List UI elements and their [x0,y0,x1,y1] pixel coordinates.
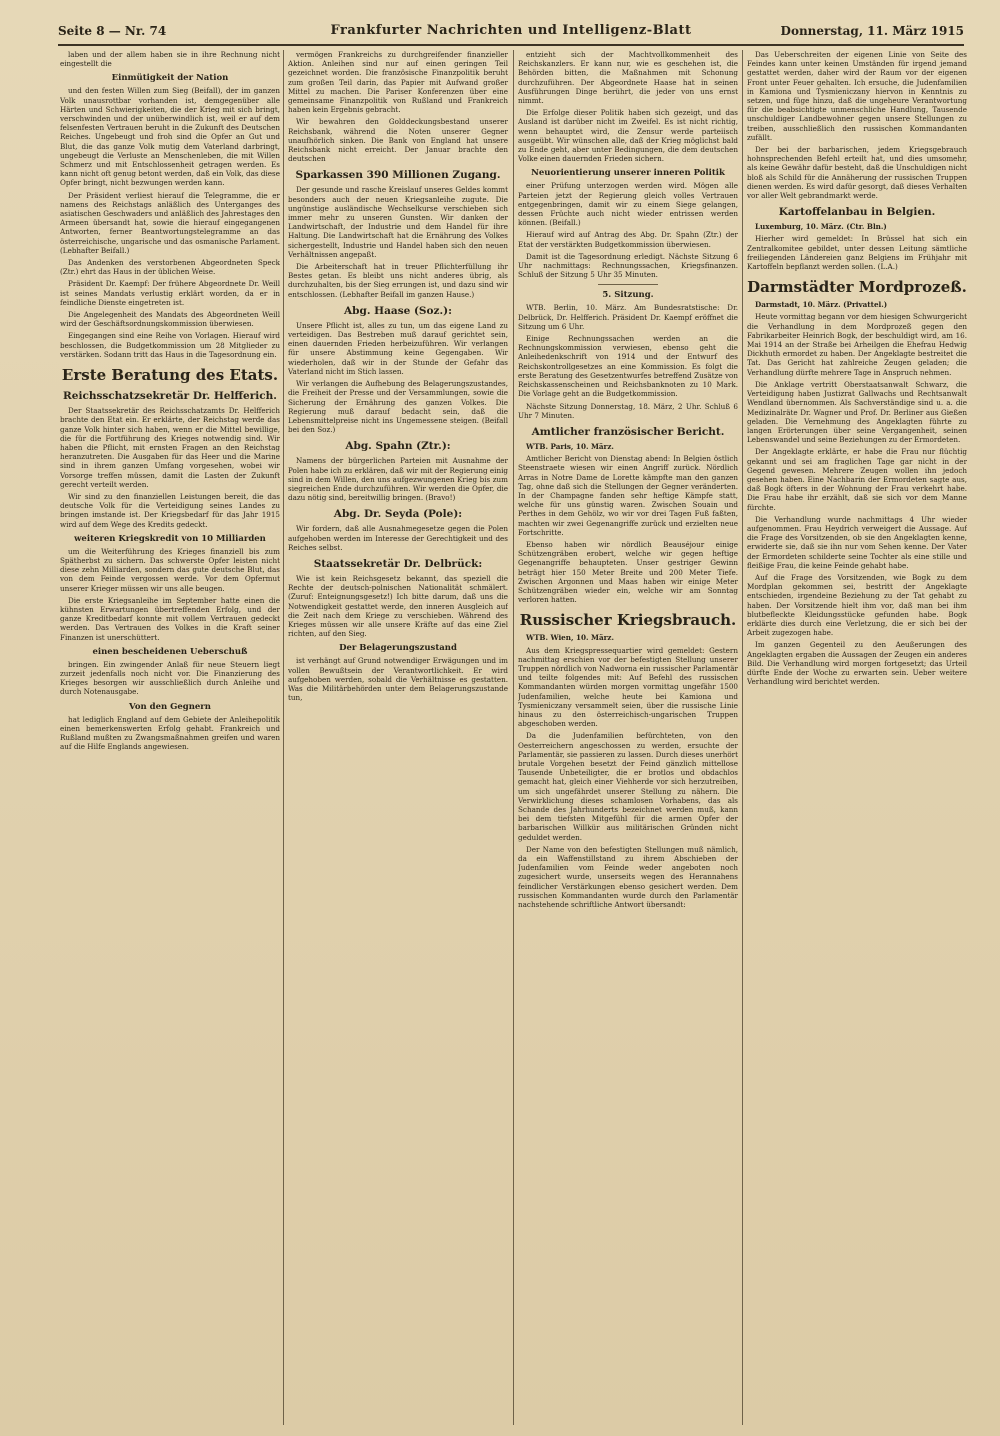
paragraph: bringen. Ein zwingender Anlaß für neue Steuern liegt zurzeit jedenfalls noch nicht vor. Die Finanzierung des Krieges besorgen wir ausschließlich durch Anleihe und durch Notenausgabe. [60,659,280,697]
paragraph: ist verhängt auf Grund notwendiger Erwägungen und im vollen Bewußtsein der Verantwortlichkeit. Er wird aufgehoben werden, sobald die Verhältnisse es gestatten. Was die Militärbehörden unter dem Belagerungszustande tun, [288,656,508,703]
column-4 [747,50,967,1425]
dateline: WTB. Wien, 10. März. [526,633,614,643]
paragraph: Die Anklage vertritt Oberstaatsanwalt Schwarz, die Verteidigung haben Justizrat Gallwachs und Rechtsanwalt Wendland übernommen. Als Sachverständige sind u. a. die Medizinalräte Dr. Wagner und Prof. Dr. Berliner aus Gießen geladen. Die Vernehmung des Angeklagten führte zu langen Erörterungen über seine Vergangenheit, seinen Lebenswandel und seine Beziehungen zu der Ermordeten. [747,379,967,445]
subheading: einen bescheidenen Ueberschuß [92,646,248,657]
paragraph: Auf die Frage des Vorsitzenden, wie Bogk zu dem Mordplan gekommen sei, bestritt der Angeklagte entschieden, irgendeine Beziehung zu der Tat gehabt zu haben. Der Vorsitzende hielt ihm vor, daß man bei ihm blutbefleckte Kleidungsstücke gefunden habe. Bogk erklärte dies durch eine Verletzung, die er sich bei der Arbeit zugezogen habe. [747,572,967,638]
headline-murder-trial: Darmstädter Mordprozeß. [747,278,967,297]
paragraph: um die Weiterführung des Krieges finanziell bis zum Spätherbst zu sichern. Das schwerste Opfer leisten nicht diese zehn Milliarden, sondern das gute deutsche Blut, das von dem Feinde vergossen werde. Vor dem Opfermut unserer Krieger müssen wir uns alle beugen. [60,546,280,593]
paragraph: Heute vormittag begann vor dem hiesigen Schwurgericht die Verhandlung in dem Mordprozeß gegen den Fabrikarbeiter Heinrich Bogk, der beschuldigt wird, am 16. Mai 1914 an der Straße bei Arheilgen die Ehefrau Hedwig Dickhuth ermordet zu haben. Der Angeklagte bestreitet die Tat. Das Gericht hat zahlreiche Zeugen geladen; die Verhandlung dürfte mehrere Tage in Anspruch nehmen. [747,312,967,377]
paragraph: Der Angeklagte erklärte, er habe die Frau nur flüchtig gekannt und sei am fraglichen Tage gar nicht in der Gegend gewesen. Mehrere Zeugen wollen ihn jedoch gesehen haben. Eine Nachbarin der Ermordeten sagte aus, daß Bogk öfters in der Wohnung der Frau verkehrt habe. Die Frau habe ihr erzählt, daß sie sich vor dem Manne fürchte. [747,447,967,512]
subheading: Neuorientierung unserer inneren Politik [531,168,725,179]
paragraph: Eingegangen sind eine Reihe von Vorlagen. Hierauf wird beschlossen, die Budgetkommission um 28 Mitglieder zu verstärken. Sodann tritt das Haus in die Tagesordnung ein. [60,331,280,359]
column-1 [60,50,280,1425]
paragraph: Die Erfolge dieser Politik haben sich gezeigt, und das Ausland ist darüber nicht im Zweifel. Es ist nicht richtig, wenn behauptet wird, die Zensur werde parteiisch ausgeübt. Wir wünschen alle, daß der Krieg möglichst bald zu Ende geht, aber unter Bedingungen, die dem deutschen Volke einen dauernden Frieden sichern. [518,108,738,164]
paragraph: Im ganzen Gegenteil zu den Aeußerungen des Angeklagten ergaben die Aussagen der Zeugen ein anderes Bild. Die Verhandlung wird morgen fortgesetzt; das Urteil dürfte Ende der Woche zu erwarten sein. Ueber weitere Verhandlung wird berichtet werden. [747,640,967,687]
headline-sparkassen: Sparkassen 390 Millionen Zugang. [295,169,501,182]
paragraph: Das Andenken des verstorbenen Abgeordneten Speck (Ztr.) ehrt das Haus in der üblichen Weise. [60,258,280,277]
paragraph: entzieht sich der Machtvollkommenheit des Reichskanzlers. Er kann nur, wie es geschehen ist, die Behörden bitten, die Maßnahmen mit Schonung durchzuführen. Der Abgeordnete Haase hat in seinen Ausführungen Dinge berührt, die jeder von uns ernst nimmt. [518,50,738,106]
subheading: Der Belagerungszustand [339,643,457,654]
subheading: 5. Sitzung. [602,290,654,301]
paragraph: Nächste Sitzung Donnerstag, 18. März, 2 Uhr. Schluß 6 Uhr 7 Minuten. [518,401,738,420]
paragraph: Hierher wird gemeldet: In Brüssel hat sich ein Zentralkomitee gebildet, unter dessen Leitung sämtliche freiliegenden Ländereien ganz Belgiens im Frühjahr mit Kartoffeln bepflanzt werden sollen. (L.A.) [747,234,967,272]
paragraph: Die Angelegenheit des Mandats des Abgeordneten Weill wird der Geschäftsordnungskommission überwiesen. [60,310,280,329]
dateline: Luxemburg, 10. März. (Ctr. Bln.) [755,222,887,232]
paragraph: Der bei der barbarischen, jedem Kriegsgebrauch hohnsprechenden Befehl erteilt hat, und dies umsomehr, als keine Gewähr dafür besteht, daß die Unschuldigen nicht bloß als Schild für die Annäherung der russischen Truppen dienen werden. Es wird dafür gesorgt, daß dieses Verhalten vor aller Welt gebrandmarkt werde. [747,145,967,201]
headline-haase: Abg. Haase (Soz.): [344,304,452,317]
paragraph: Der gesunde und rasche Kreislauf unseres Geldes kommt besonders auch der neuen Kriegsanleihe zugute. Die ungünstige ausländische Wechselkurse verschieben sich immer mehr zu unseren Gunsten. Wir danken der Landwirtschaft, der Industrie und dem Handel für ihre Haltung. Die Landwirtschaft hat die Ernährung des Volkes sichergestellt, Industrie und Handel haben sich den neuen Verhältnissen angepaßt. [288,185,508,259]
paragraph: Aus dem Kriegspressequartier wird gemeldet: Gestern nachmittag erschien vor der befestigten Stellung unserer Truppen nördlich von Nadworna ein russischer Parlamentär und teilte folgendes mit: Auf Befehl des russischen Kommandanten würden morgen vormittag ungefähr 1500 Judenfamilien, welche heute bei Kamiona und Tysmieniczany versammelt seien, über die russische Linie hinaus zu den österreichisch-ungarischen Truppen abgeschoben werden. [518,645,738,729]
headline-seyda: Abg. Dr. Seyda (Pole): [333,508,463,521]
headline-etat: Erste Beratung des Etats. [61,366,279,385]
paragraph: Der Name von den befestigten Stellungen muß nämlich, da ein Waffenstillstand zu ihrem Abschieben der Judenfamilien vom Feinde weder angeboten noch zugesichert wurde, unserseits wegen des Herannahens feindlicher Verstärkungen ebenso gesichert werden. Dem russischen Kommandanten wurde durch den Parlamentär nachstehende schriftliche Antwort übersandt: [518,844,738,910]
headline-delbrueck: Staatssekretär Dr. Delbrück: [313,557,483,570]
paragraph: Unsere Pflicht ist, alles zu tun, um das eigene Land zu verteidigen. Das Bestreben muß darauf gerichtet sein, einen dauernden Frieden herbeizuführen. Wir verlangen für unsere Abstimmung keine Gegengaben. Wir wiederholen, daß wir in der Stunde der Gefahr das Vaterland nicht im Stich lassen. [288,320,508,376]
paragraph: Präsident Dr. Kaempf: Der frühere Abgeordnete Dr. Weill ist seines Mandats verlustig erklärt worden, da er in feindliche Dienste eingetreten ist. [60,279,280,307]
paragraph: Der Staatssekretär des Reichsschatzamts Dr. Helfferich brachte den Etat ein. Er erklärte, der Reichstag werde das ganze Volk hinter sich haben, wenn er die Mittel bewillige, die für die Fortführung des Krieges notwendig sind. Wir haben die Pflicht, mit ernsten Fragen an den Reichstag heranzutreten. Die Ausgaben für das Heer und die Marine sind in ihrem ganzen Umfang vorgesehen, wobei wir Vorsorge treffen müssen, damit die Lasten der Zukunft gerecht verteilt werden. [60,406,280,489]
dateline: Darmstadt, 10. März. (Privattel.) [755,300,888,310]
headline-spahn: Abg. Spahn (Ztr.): [345,440,451,453]
subheading: Einmütigkeit der Nation [111,73,229,84]
subheading: weiteren Kriegskredit von 10 Milliarden [74,533,266,544]
paragraph: Das Ueberschreiten der eigenen Linie von Seite des Feindes kann unter keinen Umständen für irgend jemand gestattet werden, daher wird der Raum vor der eigenen Front unter Feuer gehalten. Ich ersuche, die Judenfamilien in Kamiona und Tysmieniczany hiervon in Kenntnis zu setzen, und füge hinzu, daß die ungeheure Verantwortung für die beabsichtigte unmenschliche Handlung, Tausende unschuldiger Landbewohner gegen unsere Stellungen zu treiben, ausschließlich den russischen Kommandanten zufällt. [747,50,967,142]
paragraph: Wir verlangen die Aufhebung des Belagerungszustandes, die Freiheit der Presse und der Versammlungen, sowie die Sicherung der Ernährung des ganzen Volkes. Die Regierung muß darauf bedacht sein, daß die Lebensmittelpreise nicht ins Ungemessene steigen. (Beifall bei den Soz.) [288,379,508,435]
dateline: WTB. Paris, 10. März. [526,441,614,451]
paragraph: Namens der bürgerlichen Parteien mit Ausnahme der Polen habe ich zu erklären, daß wir mit der Regierung einig sind in dem Willen, den uns aufgezwungenen Krieg bis zum siegreichen Ende durchzuführen. Wir werden die Opfer, die dazu nötig sind, bereitwillig bringen. (Bravo!) [288,456,508,503]
column-2 [288,50,508,1425]
headline-french-report: Amtlicher französischer Bericht. [531,425,725,438]
paragraph: Die erste Kriegsanleihe im September hatte einen die kühnsten Erwartungen übertreffenden Erfolg, und der ganze Kreditbedarf konnte mit vollem Vertrauen gedeckt werden. Das Vertrauen des Volkes in die Kraft seiner Finanzen ist unerschüttert. [60,595,280,642]
paragraph: vermögen Frankreichs zu durchgreifender finanzieller Aktion. Anleihen sind nur auf einen geringen Teil gezeichnet worden. Die französische Finanzpolitik beruht zum großen Teil darin, das Papier mit Aufwand großer Mittel zu machen. Die Pariser Konferenzen über eine gemeinsame Finanzpolitik von Rußland und Frankreich haben kein Ergebnis gebracht. [288,50,508,115]
paragraph: einer Prüfung unterzogen werden wird. Mögen alle Parteien jetzt der Regierung gleich volles Vertrauen entgegenbringen, damit wir zu einem Siege gelangen, dessen Früchte auch nicht wieder entrissen werden können. (Beifall.) [518,181,738,228]
paragraph: Die Verhandlung wurde nachmittags 4 Uhr wieder aufgenommen. Frau Heydrich verweigert die Aussage. Auf die Frage des Vorsitzenden, ob sie den Angeklagten kenne, erwiderte sie, daß sie ihn nur vom Sehen kenne. Der Vater der Ermordeten schilderte seine Tochter als eine stille und fleißige Frau, die keine Feinde gehabt habe. [747,514,967,570]
paragraph: Einige Rechnungssachen werden an die Rechnungskommission verwiesen, ebenso geht die Anleihedenkschrift von 1914 und der Entwurf des Reichskontrollgesetzes an eine Kommission. Es folgt die erste Beratung des Gesetzentwurfes betreffend Zusätze von Reichskassenscheinen und Reichsbanknoten zu 10 Mark. Die Vorlage geht an die Budgetkommission. [518,334,738,399]
column-divider [742,50,743,1425]
column-divider [283,50,284,1425]
section-divider [598,284,658,285]
newspaper-title: Frankfurter Nachrichten und Intelligenz-Blatt [330,23,692,38]
paragraph: Hierauf wird auf Antrag des Abg. Dr. Spahn (Ztr.) der Etat der verstärkten Budgetkommission überwiesen. [518,230,738,249]
headline-potato: Kartoffelanbau in Belgien. [778,206,936,219]
paragraph: hat lediglich England auf dem Gebiete der Anleihepolitik einen bemerkenswerten Erfolg gehabt. Frankreich und Rußland mußten zu Zwangsmaßnahmen greifen und waren auf die Hilfe Englands angewiesen. [60,714,280,752]
column-3 [518,50,738,1425]
paragraph: Wir bewahren den Golddeckungsbestand unserer Reichsbank, während die Noten unserer Gegner unaufhörlich sinken. Die Bank von England hat unsere Reichsbank nicht erreicht. Der Januar brachte den deutschen [288,117,508,164]
paragraph: Der Präsident verliest hierauf die Telegramme, die er namens des Reichstags anläßlich des Unterganges des asiatischen Geschwaders und anläßlich des Jahrestages den Armeen übersandt hat, sowie die hierauf eingegangenen Antworten, ferner Beantwortungstelegramme an das österreichische, ungarische und das osmanische Parlament. (Lebhafter Beifall.) [60,190,280,255]
column-divider [513,50,514,1425]
paragraph: Wir sind zu den finanziellen Leistungen bereit, die das deutsche Volk für die Verteidigung seines Landes zu bringen imstande ist. Der Kriegsbedarf für das Jahr 1915 wird auf dem Wege des Kredits gedeckt. [60,491,280,529]
paragraph: Ebenso haben wir nördlich Beauséjour einige Schützengräben erobert, welche wir gegen heftige Gegenangriffe behaupteten. Unser gestriger Gewinn beträgt hier 150 Meter Breite und 200 Meter Tiefe. Zwischen Argonnen und Maas haben wir einige Meter Schützengräben wieder ein, welche wir am Sonntag verloren hatten. [518,539,738,605]
headline-helfferich: Reichsschatzsekretär Dr. Helfferich. [63,390,277,403]
issue-date: Donnerstag, 11. März 1915 [780,24,964,38]
paragraph: Da die Judenfamilien befürchteten, von den Oesterreichern angeschossen zu werden, ersuchte der Parlamentär, sie passieren zu lassen. Durch dieses unerhört brutale Vorgehen besetzt der Feind gänzlich mittellose Tausende Unbeteiligter, die er brotlos und obdachlos gemacht hat, gleich einer Viehherde vor sich herzutreiben, um sich ungefährdet unserer Stellung zu nähern. Die Verwirklichung dieses schamlosen Vorhabens, das als Schande des Jahrhunderts bezeichnet werden muß, kann bei dem tiefsten Mitgefühl für die armen Opfer der barbarischen Willkür aus militärischen Gründen nicht geduldet werden. [518,731,738,842]
paragraph: Die Arbeiterschaft hat in treuer Pflichterfüllung ihr Bestes getan. Es bleibt uns nicht anderes übrig, als durchzuhalten, bis der Sieg errungen ist, und dazu sind wir entschlossen. (Lebhafter Beifall im ganzen Hause.) [288,262,508,299]
paragraph: Damit ist die Tagesordnung erledigt. Nächste Sitzung 6 Uhr nachmittags: Rechnungssachen, Kriegsfinanzen. Schluß der Sitzung 5 Uhr 35 Minuten. [518,251,738,280]
paragraph: Wir fordern, daß alle Ausnahmegesetze gegen die Polen aufgehoben werden im Interesse der Gerechtigkeit und des Reiches selbst. [288,524,508,552]
paragraph: laben und der allem haben sie in ihre Rechnung nicht eingestellt die [60,50,280,69]
headline-russian-war: Russischer Kriegsbrauch. [519,611,737,630]
paragraph: WTB. Berlin, 10. März. Am Bundesratstische: Dr. Delbrück, Dr. Helfferich. Präsident Dr. Kaempf eröffnet die Sitzung um 6 Uhr. [518,303,738,331]
paragraph: Wie ist kein Reichsgesetz bekannt, das speziell die Rechte der deutsch-polnischen Nationalität schmälert. (Zuruf: Enteignungsgesetz!) Ich bitte darum, daß uns die Notwendigkeit gestattet werde, den inneren Ausgleich auf die Zeit nach dem Kriege zu verschieben. Während des Krieges müssen wir alle unsere Kräfte auf das eine Ziel richten, auf den Sieg. [288,573,508,639]
subheading: Von den Gegnern [129,701,211,712]
paragraph: und den festen Willen zum Sieg (Beifall), der im ganzen Volk unausrottbar vorhanden ist, demgegenüber alle Härten und Schwierigkeiten, die der Krieg mit sich bringt, verschwinden und der unüberwindlich ist, weil er auf dem felsenfesten Vertrauen beruht in die Zukunft des Deutschen Reiches. Ungebeugt und froh sind die Opfer an Gut und Blut, die das ganze Volk mutig dem Vaterland darbringt, ungebeugt die Verluste an Menschenleben, die mit Willen Schmerz und mit Entschlossenheit getragen werden. Es kann nicht oft genug betont werden, daß ein Volk, das diese Opfer bringt, nicht bezwungen werden kann. [60,86,280,188]
paragraph: Amtlicher Bericht von Dienstag abend: In Belgien östlich Steenstraete wiesen wir einen Angriff zurück. Nördlich Arras in Notre Dame de Lorette kämpfte man den ganzen Tag, ohne daß sich die Stellungen der Gegner veränderten. In der Champagne fanden sehr heftige Kämpfe statt, welche für uns günstig waren. Zwischen Souain und Perthes in dem Gehölz, wo wir vor drei Tagen Fuß faßten, machten wir zwei Gegenangriffe zurück und erzielten neue Fortschritte. [518,454,738,537]
page-header [58,18,964,46]
page-number: Seite 8 — Nr. 74 [58,24,167,38]
